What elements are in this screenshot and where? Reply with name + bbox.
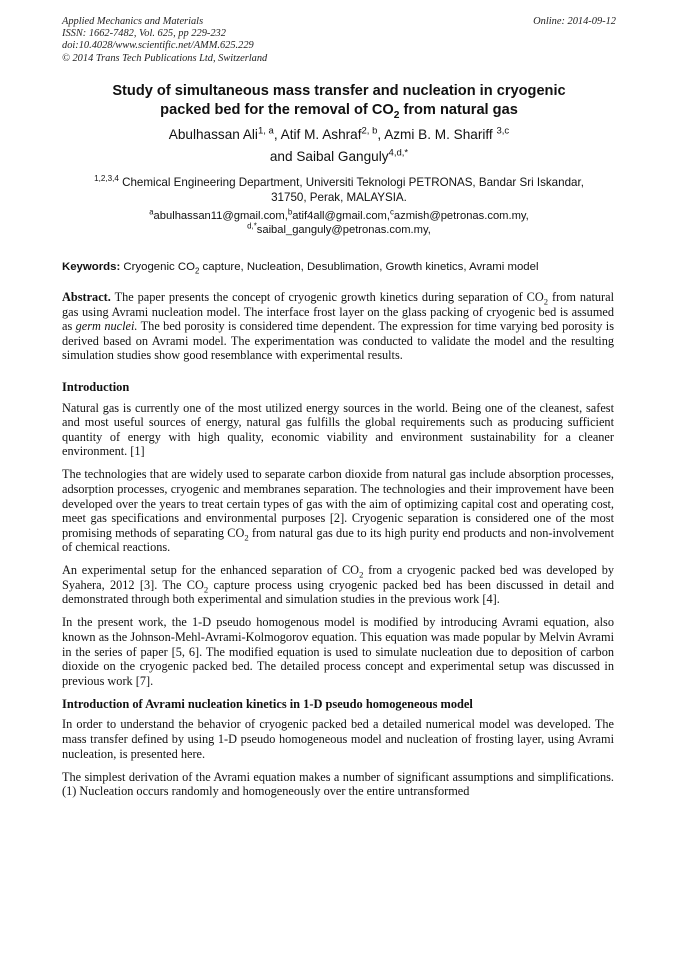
author-superscript: 2, b — [361, 125, 378, 137]
doi-line: doi:10.4028/www.scientific.net/AMM.625.229 — [62, 40, 254, 52]
author-separator: , — [273, 127, 281, 142]
title-subscript: 2 — [393, 109, 400, 121]
body-paragraph: The simplest derivation of the Avrami equation makes a number of significant assumptions and simplifications. (1) Nucleation occurs randomly and homogeneously over the entire untransformed — [62, 769, 614, 799]
abstract-text: The bed porosity is considered time dependent. The expression for time varying bed porosity is derived based on Avrami model. The experimentation was conducted to validate the model and the resulting simulation studies show good resemblance with experimental results. — [62, 319, 614, 363]
author-name: Atif M. Ashraf — [280, 127, 362, 142]
author-superscript: 3,c — [496, 125, 510, 137]
title-text: packed bed for the removal of CO — [160, 102, 394, 118]
abstract-subscript: 2 — [543, 296, 549, 307]
author-superscript: 4,d,* — [388, 147, 409, 159]
email-link[interactable]: atif4all@gmail.com, — [292, 210, 390, 222]
title-text-end: from natural gas — [399, 102, 518, 118]
abstract-emphasis: germ nuclei. — [75, 319, 138, 334]
affiliation-text: Chemical Engineering Department, Universiti Teknologi PETRONAS, Bandar Sri Iskandar, — [118, 176, 584, 189]
body-paragraph — [62, 563, 614, 607]
affiliation-line-2: 31750, Perak, MALAYSIA. — [271, 191, 407, 204]
author-name: Azmi B. M. Shariff — [384, 127, 497, 142]
issn-line: ISSN: 1662-7482, Vol. 625, pp 229-232 — [62, 28, 226, 40]
body-paragraph: In order to understand the behavior of cryogenic packed bed a detailed numerical model was developed. The mass transfer defined by using 1-D pseudo homogeneous model and nucleation of frosting layer, using Avrami nucleation, is presented here. — [62, 717, 614, 761]
paragraph-text: capture process using cryogenic packed bed has been discussed in detail and demonstrated through both experimental and simulation studies in the previous work [4]. — [62, 577, 614, 607]
abstract-text: The paper presents the concept of cryogenic growth kinetics during separation of CO — [110, 290, 544, 304]
emails-line-1 — [62, 209, 616, 223]
keywords-subscript: 2 — [194, 266, 200, 276]
paragraph-text: The technologies that are widely used to separate carbon dioxide from natural gas include absorption processes, adsorption processes, cryogenic and membranes separation. The technologies and their improvement have been developed over the years to treat certain types of gas with the aim of optimizing capital cost and operating cost, meet gas specifications and environmental purposes [2]. Cryogenic separation is considered one of the most promising methods of separating CO — [62, 467, 614, 540]
authors-line-2 — [62, 146, 616, 168]
body-paragraph: In the present work, the 1-D pseudo homogenous model is modified by introducing Avrami equation, also known as the Johnson-Mehl-Avrami-Kolmogorov equation. This equation was made popular by Melvin Avrami in the series of paper [5, 6]. The modified equation is used to simulate nucleation due to deposition of carbon dioxide on the cryogenic packed bed. The detailed process concept and experimental setup was discussed in previous work [7]. — [62, 615, 614, 688]
paragraph-subscript: 2 — [359, 569, 364, 580]
keywords-label: Keywords: — [62, 261, 121, 273]
title-line-2 — [62, 101, 616, 120]
author-list — [62, 124, 616, 168]
journal-header — [62, 16, 618, 65]
paragraph-subscript: 2 — [244, 532, 249, 543]
affiliation-superscript: 1,2,3,4 — [94, 174, 119, 184]
keywords-text: Cryogenic CO — [120, 261, 195, 273]
affiliation — [62, 175, 616, 205]
emails-line-2 — [62, 223, 616, 237]
abstract-paragraph — [62, 290, 614, 363]
paragraph-text: from natural gas due to its high purity end products and non-involvement of chemical reactions. — [62, 525, 614, 555]
paragraph-subscript: 2 — [203, 584, 209, 595]
email-link[interactable]: azmish@petronas.com.my, — [393, 210, 529, 222]
email-link[interactable]: saibal_ganguly@petronas.com.my, — [256, 224, 431, 236]
email-list — [62, 209, 616, 237]
affiliation-line-1 — [62, 175, 616, 190]
author-name: Abulhassan Ali — [168, 127, 258, 142]
email-superscript: b — [287, 207, 293, 217]
journal-name: Applied Mechanics and Materials — [62, 16, 204, 27]
email-superscript: a — [149, 207, 154, 217]
section-heading-avrami: Introduction of Avrami nucleation kinetics in 1-D pseudo homogeneous model — [62, 696, 473, 711]
title-line-1: Study of simultaneous mass transfer and nucleation in cryogenic — [112, 83, 566, 99]
keywords-text-end: capture, Nucleation, Desublimation, Growth kinetics, Avrami model — [199, 261, 539, 273]
abstract-label: Abstract. — [62, 290, 111, 304]
body-paragraph — [62, 467, 614, 555]
online-date: Online: 2014-09-12 — [533, 16, 616, 27]
section-heading-introduction: Introduction — [62, 379, 130, 394]
keywords — [62, 260, 618, 274]
email-link[interactable]: abulhassan11@gmail.com, — [153, 210, 288, 222]
paragraph-text: from a cryogenic packed bed was developed by Syahera, 2012 [3]. The CO — [62, 563, 614, 592]
body-paragraph: Natural gas is currently one of the most utilized energy sources in the world. Being one of the cleanest, safest and most useful sources of energy, natural gas fulfills the global requirements such as producing sufficient quantity of energy with high quality, economic viability and environment sustainability for a cleaner environment. [1] — [62, 400, 614, 459]
abstract-text: from natural gas using Avrami nucleation model. The interface frost layer on the glass packing of cryogenic bed is assumed as — [62, 290, 614, 334]
copyright-line: © 2014 Trans Tech Publications Ltd, Switzerland — [62, 52, 268, 64]
author-separator: , — [377, 127, 385, 142]
email-superscript: d,* — [247, 221, 257, 231]
paper-body — [62, 290, 614, 807]
author-name: and Saibal Ganguly — [269, 149, 389, 164]
email-superscript: c — [390, 207, 394, 217]
authors-line-1 — [62, 124, 616, 146]
paragraph-text: An experimental setup for the enhanced separation of CO — [62, 563, 360, 578]
paper-title — [62, 82, 616, 120]
author-superscript: 1, a — [257, 125, 274, 137]
